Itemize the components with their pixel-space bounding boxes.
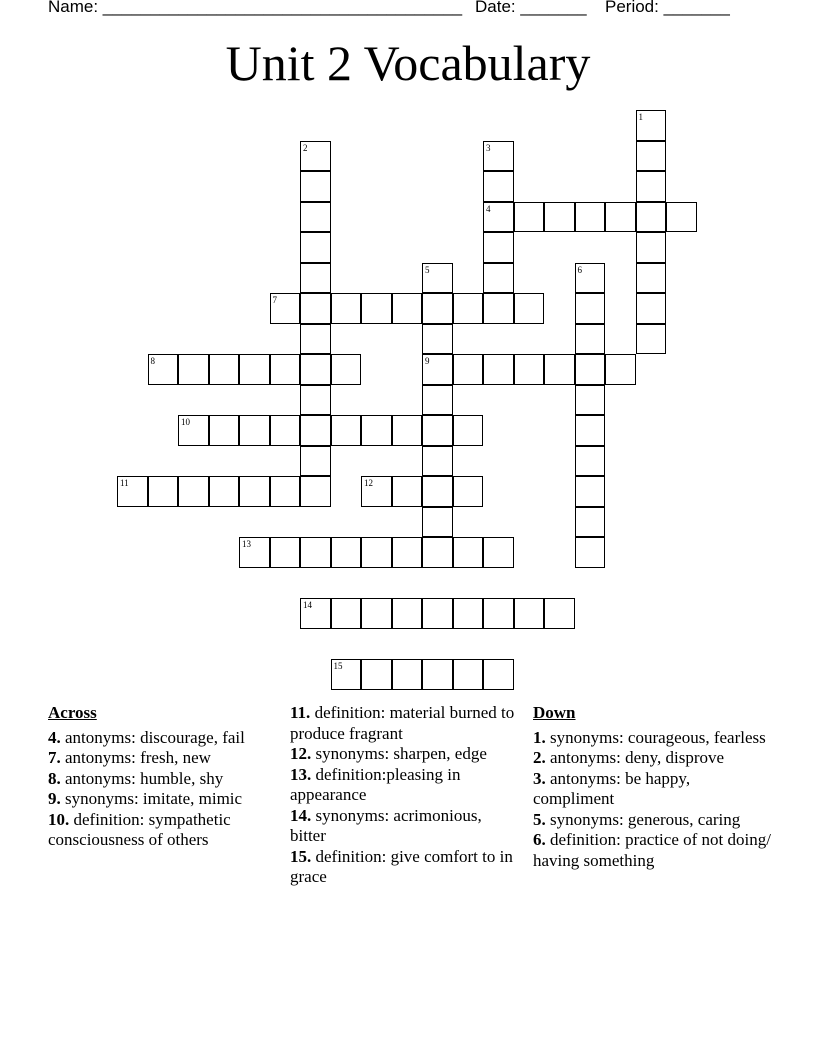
grid-cell[interactable]: [575, 385, 606, 416]
grid-cell[interactable]: [514, 598, 545, 629]
clue-text: synonyms: acrimonious, bitter: [290, 805, 482, 845]
clue-text: definition: material burned to produce fragrant: [290, 703, 515, 743]
clue-num: 1.: [533, 727, 546, 747]
grid-cell[interactable]: [392, 476, 423, 507]
grid-cell[interactable]: [483, 537, 514, 568]
grid-cell[interactable]: [514, 354, 545, 385]
grid-cell[interactable]: [483, 171, 514, 202]
grid-cell[interactable]: [636, 141, 667, 172]
grid-cell[interactable]: [331, 354, 362, 385]
clue-item: [48, 748, 273, 769]
grid-cell[interactable]: [392, 293, 423, 324]
clue-num: 6.: [533, 830, 546, 849]
grid-cell[interactable]: [605, 354, 636, 385]
grid-cell[interactable]: [300, 476, 331, 507]
clue-text: antonyms: discourage, fail: [65, 727, 245, 747]
grid-cell[interactable]: [239, 415, 270, 446]
grid-cell[interactable]: [331, 598, 362, 629]
clue-number: 13: [242, 539, 251, 549]
grid-cell[interactable]: [361, 476, 392, 507]
clue-number: 1: [638, 112, 643, 122]
grid-cell[interactable]: [422, 659, 453, 690]
grid-cell[interactable]: [422, 354, 453, 385]
grid-cell[interactable]: [636, 202, 667, 233]
grid-cell[interactable]: [453, 476, 484, 507]
clue-item: [48, 789, 273, 810]
grid-cell[interactable]: [636, 232, 667, 263]
clue-num: 7.: [48, 748, 61, 767]
grid-cell[interactable]: [636, 110, 667, 141]
clue-number: 14: [303, 600, 312, 610]
grid-cell[interactable]: [483, 232, 514, 263]
grid-cell[interactable]: [178, 476, 209, 507]
clue-num: 9.: [48, 789, 61, 808]
grid-cell[interactable]: [300, 202, 331, 233]
grid-cell[interactable]: [331, 293, 362, 324]
grid-cell[interactable]: [544, 202, 575, 233]
clue-item: [290, 744, 515, 765]
grid-cell[interactable]: [270, 476, 301, 507]
grid-cell[interactable]: [361, 415, 392, 446]
clue-text: synonyms: courageous, fearless: [550, 727, 766, 747]
grid-cell[interactable]: [422, 507, 453, 538]
clue-number: 9: [425, 356, 430, 366]
clue-number: 12: [364, 478, 373, 488]
clue-text: antonyms: deny, disprove: [550, 748, 725, 767]
grid-cell[interactable]: [178, 415, 209, 446]
grid-cell[interactable]: [270, 354, 301, 385]
clue-text: definition: sympathetic consciousness of others: [48, 809, 231, 849]
grid-cell[interactable]: [575, 476, 606, 507]
grid-cell[interactable]: [575, 202, 606, 233]
clue-num: 10.: [48, 809, 70, 829]
grid-cell[interactable]: [453, 354, 484, 385]
grid-cell[interactable]: [392, 659, 423, 690]
grid-cell[interactable]: [453, 293, 484, 324]
grid-cell[interactable]: [239, 537, 270, 568]
grid-cell[interactable]: [575, 324, 606, 355]
grid-cell[interactable]: [575, 263, 606, 294]
grid-cell[interactable]: [422, 598, 453, 629]
clue-num: 15.: [290, 846, 312, 866]
grid-cell[interactable]: [453, 659, 484, 690]
grid-cell[interactable]: [117, 476, 148, 507]
clue-item: [290, 765, 515, 806]
clue-item: [533, 769, 773, 810]
grid-cell[interactable]: [422, 324, 453, 355]
clue-text: synonyms: sharpen, edge: [315, 744, 487, 763]
clue-item: [48, 810, 273, 851]
clue-number: 4: [486, 203, 491, 214]
clue-num: 13.: [290, 764, 312, 784]
grid-cell[interactable]: [453, 537, 484, 568]
clue-number: 15: [333, 661, 343, 671]
grid-cell[interactable]: [483, 202, 514, 233]
grid-cell[interactable]: [331, 537, 362, 568]
clue-num: 5.: [533, 809, 546, 829]
grid-cell[interactable]: [483, 659, 514, 690]
grid-cell[interactable]: [636, 171, 667, 202]
clue-text: antonyms: be happy, compliment: [533, 768, 691, 808]
down-clues: [533, 703, 773, 871]
grid-cell[interactable]: [148, 476, 179, 507]
grid-cell[interactable]: [270, 537, 301, 568]
grid-cell[interactable]: [331, 415, 362, 446]
clue-text: definition: give comfort to in grace: [290, 846, 513, 886]
grid-cell[interactable]: [636, 263, 667, 294]
grid-cell[interactable]: [239, 354, 270, 385]
grid-cell[interactable]: [239, 476, 270, 507]
clue-number: 3: [486, 142, 491, 153]
grid-cell[interactable]: [361, 537, 392, 568]
grid-cell[interactable]: [422, 293, 453, 324]
grid-cell[interactable]: [422, 537, 453, 568]
clue-item: [533, 728, 773, 749]
grid-cell[interactable]: [575, 446, 606, 477]
grid-cell[interactable]: [422, 385, 453, 416]
grid-cell[interactable]: [209, 415, 240, 446]
grid-cell[interactable]: [148, 354, 179, 385]
grid-cell[interactable]: [209, 354, 240, 385]
grid-cell[interactable]: [422, 446, 453, 477]
clue-num: 4.: [48, 727, 61, 747]
grid-cell[interactable]: [361, 293, 392, 324]
clue-num: 8.: [48, 768, 61, 788]
clue-num: 14.: [290, 805, 312, 825]
grid-cell[interactable]: [361, 598, 392, 629]
clue-text: synonyms: generous, caring: [550, 809, 741, 829]
clue-number: 11: [120, 478, 129, 488]
across-clues-col1: [48, 703, 273, 851]
name-field[interactable]: Name: ______________________________________: [48, 0, 463, 16]
grid-cell[interactable]: [453, 598, 484, 629]
clue-item: [533, 830, 773, 871]
grid-cell[interactable]: [300, 171, 331, 202]
clue-number: 2: [303, 142, 308, 153]
grid-cell[interactable]: [300, 446, 331, 477]
clue-item: [290, 703, 515, 744]
across-clues-col2: [290, 703, 515, 888]
grid-cell[interactable]: [575, 507, 606, 538]
grid-cell[interactable]: [300, 293, 331, 324]
grid-cell[interactable]: [575, 293, 606, 324]
clue-number: 7: [272, 295, 277, 305]
grid-cell[interactable]: [300, 324, 331, 355]
grid-cell[interactable]: [605, 202, 636, 233]
clue-item: [290, 806, 515, 847]
grid-cell[interactable]: [331, 659, 362, 690]
clue-text: antonyms: humble, shy: [65, 768, 224, 788]
grid-cell[interactable]: [392, 415, 423, 446]
down-heading: Down: [533, 703, 576, 722]
clue-num: 12.: [290, 744, 312, 763]
clue-text: definition: practice of not doing/ having something: [533, 830, 771, 870]
clue-item: [290, 847, 515, 888]
grid-cell[interactable]: [483, 293, 514, 324]
grid-cell[interactable]: [300, 232, 331, 263]
clue-item: [48, 728, 273, 749]
clue-text: definition:pleasing in appearance: [290, 764, 461, 804]
grid-cell[interactable]: [544, 598, 575, 629]
clue-number: 8: [150, 356, 155, 366]
date-field[interactable]: Date: _______: [475, 0, 587, 16]
grid-cell[interactable]: [636, 324, 667, 355]
clue-item: [533, 810, 773, 831]
grid-cell[interactable]: [300, 537, 331, 568]
grid-cell[interactable]: [544, 354, 575, 385]
clue-number: 5: [425, 264, 430, 275]
grid-cell[interactable]: [270, 415, 301, 446]
period-field[interactable]: Period: _______: [605, 0, 730, 16]
clue-item: [533, 748, 773, 769]
grid-cell[interactable]: [300, 385, 331, 416]
grid-cell[interactable]: [483, 354, 514, 385]
grid-cell[interactable]: [300, 354, 331, 385]
grid-cell[interactable]: [483, 141, 514, 172]
grid-cell[interactable]: [422, 415, 453, 446]
clue-text: synonyms: imitate, mimic: [65, 789, 243, 808]
clue-num: 11.: [290, 703, 311, 722]
grid-cell[interactable]: [300, 598, 331, 629]
grid-cell[interactable]: [514, 293, 545, 324]
clue-num: 2.: [533, 748, 546, 767]
grid-cell[interactable]: [636, 293, 667, 324]
grid-cell[interactable]: [300, 263, 331, 294]
grid-cell[interactable]: [575, 537, 606, 568]
grid-cell[interactable]: [422, 263, 453, 294]
grid-cell[interactable]: [178, 354, 209, 385]
grid-cell[interactable]: [270, 293, 301, 324]
clue-item: [48, 769, 273, 790]
grid-cell[interactable]: [392, 537, 423, 568]
clue-text: antonyms: fresh, new: [65, 748, 211, 767]
grid-cell[interactable]: [666, 202, 697, 233]
across-heading: Across: [48, 703, 97, 722]
grid-cell[interactable]: [392, 598, 423, 629]
page-title: Unit 2 Vocabulary: [225, 35, 591, 91]
grid-cell[interactable]: [575, 415, 606, 446]
grid-cell[interactable]: [453, 415, 484, 446]
clue-number: 6: [577, 264, 582, 275]
grid-cell[interactable]: [575, 354, 606, 385]
grid-cell[interactable]: [483, 263, 514, 294]
grid-cell[interactable]: [300, 415, 331, 446]
grid-cell[interactable]: [209, 476, 240, 507]
grid-cell[interactable]: [483, 598, 514, 629]
clue-number: 10: [181, 417, 190, 427]
grid-cell[interactable]: [422, 476, 453, 507]
grid-cell[interactable]: [300, 141, 331, 172]
grid-cell[interactable]: [514, 202, 545, 233]
clue-num: 3.: [533, 768, 546, 788]
grid-cell[interactable]: [361, 659, 392, 690]
